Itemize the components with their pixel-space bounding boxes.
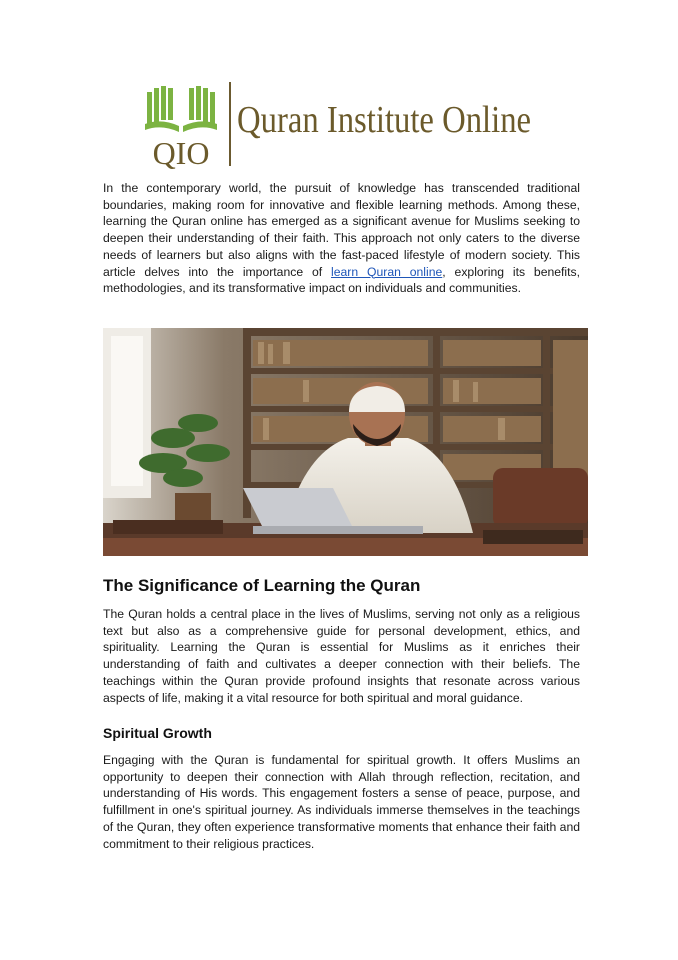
- logo-divider: [229, 82, 231, 166]
- intro-text-before-link: In the contemporary world, the pursuit of knowledge has transcended traditional boundaries, making room for innovative and flexible learning methods. Among these, learning the Quran online has emerged as a significant avenue for Muslims seeking to deepen their understanding of their faith. This approach not only caters to the diverse needs of learners but also aligns with the fast-paced lifestyle of modern society. This article delves into the importance of: [103, 181, 580, 279]
- significance-heading: The Significance of Learning the Quran: [103, 576, 421, 595]
- learn-quran-online-link[interactable]: learn Quran online: [331, 264, 443, 279]
- logo-title: Quran Institute Online: [237, 99, 532, 141]
- significance-paragraph: The Quran holds a central place in the lives of Muslims, serving not only as a religious text but also as a comprehensive guide for personal development, ethics, and spirituality. Learning the Quran is essential for Muslims as it enriches their understanding of faith and cultivates a deeper connection with their beliefs. The teachings within the Quran provide profound insights that resonate across various aspects of life, making it a vital resource for both spiritual and moral guidance.: [103, 607, 580, 705]
- intro-text-after-link: , exploring its benefits, methodologies, and its transformative impact on individuals and communities.: [103, 264, 581, 296]
- site-logo: [141, 78, 541, 170]
- logo-mark-text: QIO: [152, 135, 210, 170]
- spiritual-growth-paragraph: Engaging with the Quran is fundamental for spiritual growth. It offers Muslims an opportunity to deepen their connection with Allah through reflection, recitation, and understanding of His words. This engagement fosters a sense of peace, purpose, and fulfillment in one's spiritual journey. As individuals immerse themselves in the teachings of the Quran, they often experience transformative moments that enhance their faith and commitment to their religious practices.: [103, 753, 580, 851]
- intro-paragraph: [103, 180, 580, 297]
- open-book-logo-icon: [141, 78, 223, 170]
- spiritual-growth-heading: Spiritual Growth: [103, 725, 212, 741]
- student-with-laptop-photo: [103, 328, 588, 556]
